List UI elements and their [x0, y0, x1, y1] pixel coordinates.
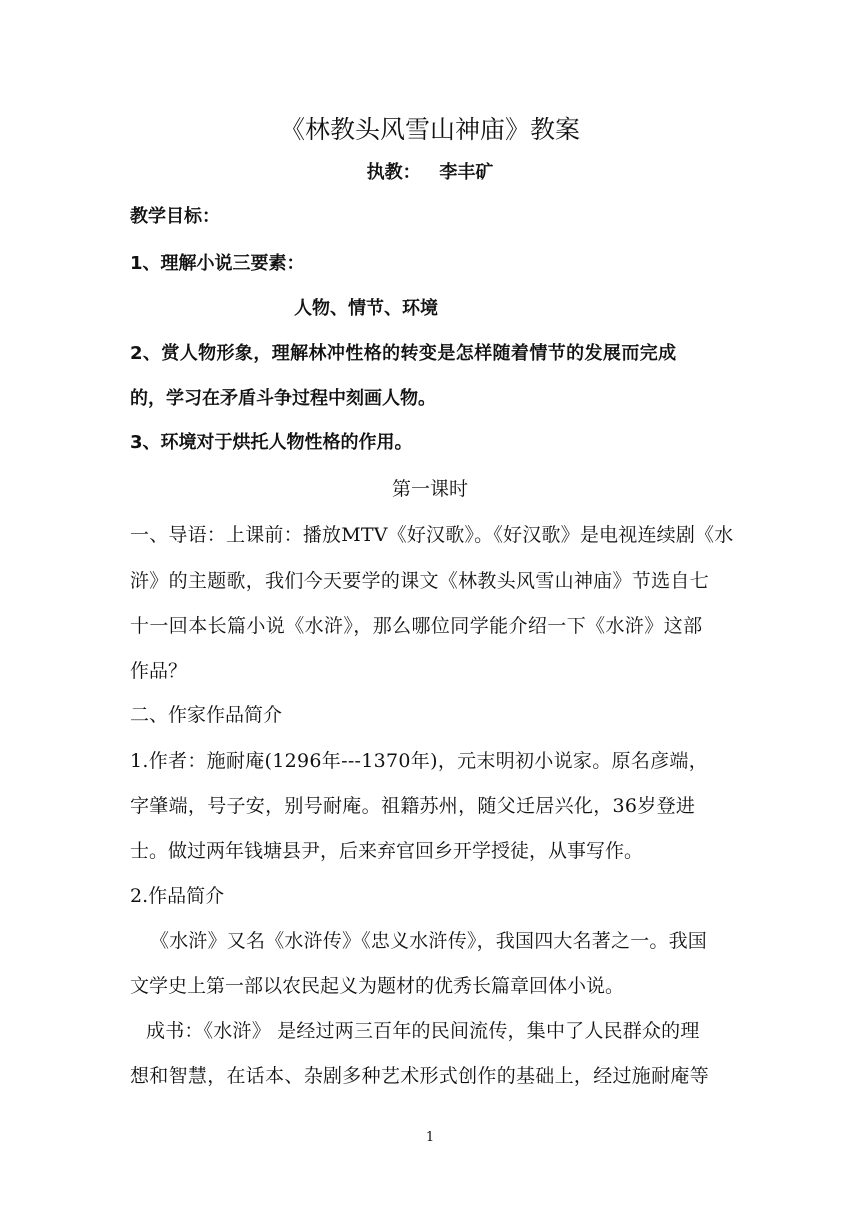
body-line: 《水浒》又名《水浒传》《忠义水浒传》，我国四大名著之一。我国	[150, 930, 708, 952]
body-line: 1.作者：施耐庵(1296年---1370年)，元末明初小说家。原名彦端，	[130, 750, 709, 772]
teacher-name: 李丰矿	[439, 162, 494, 183]
objectives-heading: 教学目标：	[130, 206, 220, 227]
subsection-heading: 2.作品简介	[130, 885, 225, 907]
body-line: 士。做过两年钱塘县尹，后来弃官回乡开学授徒，从事写作。	[130, 840, 644, 862]
objective-line: 的，学习在矛盾斗争过程中刻画人物。	[130, 388, 436, 409]
objective-line: 2、赏人物形象，理解林冲性格的转变是怎样随着情节的发展而完成	[130, 343, 677, 364]
page-number: 1	[425, 1130, 435, 1145]
teacher-line	[0, 158, 860, 188]
lesson-heading: 第一课时	[391, 478, 468, 500]
body-line: 一、导语：上课前：播放MTV《好汉歌》。《好汉歌》是电视连续剧《水	[130, 524, 734, 546]
document-title: 《林教头风雪山神庙》教案	[279, 115, 580, 144]
body-line: 想和智慧，在话本、杂剧多种艺术形式创作的基础上，经过施耐庵等	[130, 1065, 710, 1087]
body-line: 字肇端，号子安，别号耐庵。祖籍苏州，随父迁居兴化，36岁登进	[130, 795, 696, 817]
section-heading: 二、作家作品简介	[130, 704, 283, 726]
body-line: 十一回本长篇小说《水浒》，那么哪位同学能介绍一下《水浒》这部	[130, 615, 703, 637]
teacher-label: 执教：	[366, 162, 421, 183]
body-line: 作品？	[130, 660, 188, 682]
objective-line: 3、环境对于烘托人物性格的作用。	[130, 432, 413, 453]
objective-line: 1、理解小说三要素：	[130, 253, 305, 274]
body-line: 文学史上第一部以农民起义为题材的优秀长篇章回体小说。	[130, 975, 625, 997]
body-line: 成书：《水浒》 是经过两三百年的民间流传，集中了人民群众的理	[146, 1020, 700, 1042]
body-line: 浒》的主题歌，我们今天要学的课文《林教头风雪山神庙》节选自七	[130, 570, 710, 592]
objective-line: 人物、情节、环境	[294, 298, 438, 319]
